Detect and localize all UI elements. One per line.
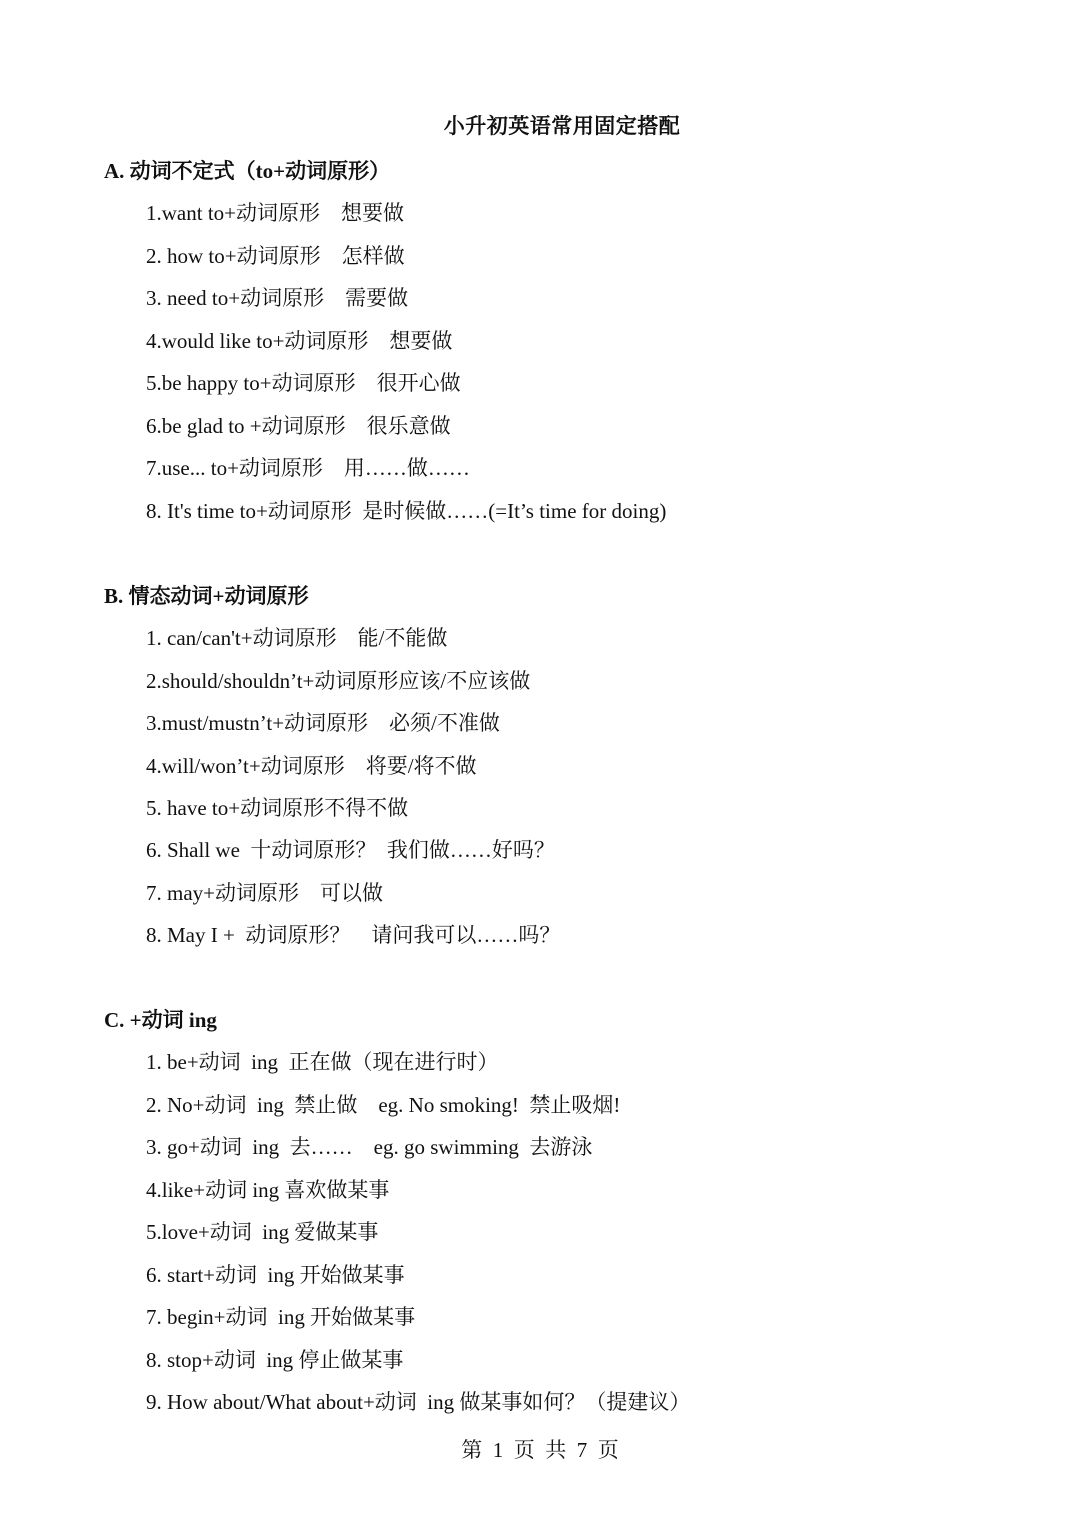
- section-c-heading: C. +动词 ing: [104, 1008, 217, 1032]
- page-footer: 第 1 页 共 7 页: [461, 1438, 619, 1462]
- section-a-item: 3. need to+动词原形 需要做: [146, 286, 409, 310]
- section-a-item: 6.be glad to +动词原形 很乐意做: [146, 414, 451, 438]
- section-b-item: 6. Shall we 十动词原形？ 我们做……好吗？: [146, 838, 555, 862]
- section-b-item: 7. may+动词原形 可以做: [146, 881, 383, 905]
- section-c-item: 5.love+动词 ing 爱做某事: [146, 1220, 379, 1244]
- section-b-item: 1. can/can't+动词原形 能/不能做: [146, 626, 448, 650]
- section-b-item: 5. have to+动词原形不得不做: [146, 796, 409, 820]
- section-c-item: 2. No+动词 ing 禁止做 eg. No smoking! 禁止吸烟!: [146, 1093, 621, 1117]
- section-b-item: 4.will/won’t+动词原形 将要/将不做: [146, 754, 477, 778]
- section-b-heading: B. 情态动词+动词原形: [104, 584, 309, 608]
- section-c-item: 3. go+动词 ing 去…… eg. go swimming 去游泳: [146, 1135, 593, 1159]
- section-c-item: 7. begin+动词 ing 开始做某事: [146, 1305, 416, 1329]
- section-c-item: 9. How about/What about+动词 ing 做某事如何？（提建议）: [146, 1390, 691, 1414]
- section-a-item: 4.would like to+动词原形 想要做: [146, 329, 453, 353]
- section-b-item: 2.should/shouldn’t+动词原形应该/不应该做: [146, 669, 531, 693]
- page-title: 小升初英语常用固定搭配: [443, 114, 681, 138]
- section-a-item: 7.use... to+动词原形 用……做……: [146, 456, 470, 480]
- section-c-item: 8. stop+动词 ing 停止做某事: [146, 1348, 404, 1372]
- section-a-item: 8. It's time to+动词原形 是时候做……(=It’s time for doing): [146, 499, 667, 523]
- section-a-item: 2. how to+动词原形 怎样做: [146, 244, 405, 268]
- section-a-item: 5.be happy to+动词原形 很开心做: [146, 371, 461, 395]
- section-c-item: 1. be+动词 ing 正在做（现在进行时）: [146, 1050, 499, 1074]
- section-a-heading: A. 动词不定式（to+动词原形）: [104, 159, 391, 183]
- section-b-item: 8. May I + 动词原形？ 请问我可以……吗？: [146, 923, 561, 947]
- section-c-item: 6. start+动词 ing 开始做某事: [146, 1263, 405, 1287]
- section-b-item: 3.must/mustn’t+动词原形 必须/不准做: [146, 711, 500, 735]
- section-a-item: 1.want to+动词原形 想要做: [146, 201, 404, 225]
- section-c-item: 4.like+动词 ing 喜欢做某事: [146, 1178, 390, 1202]
